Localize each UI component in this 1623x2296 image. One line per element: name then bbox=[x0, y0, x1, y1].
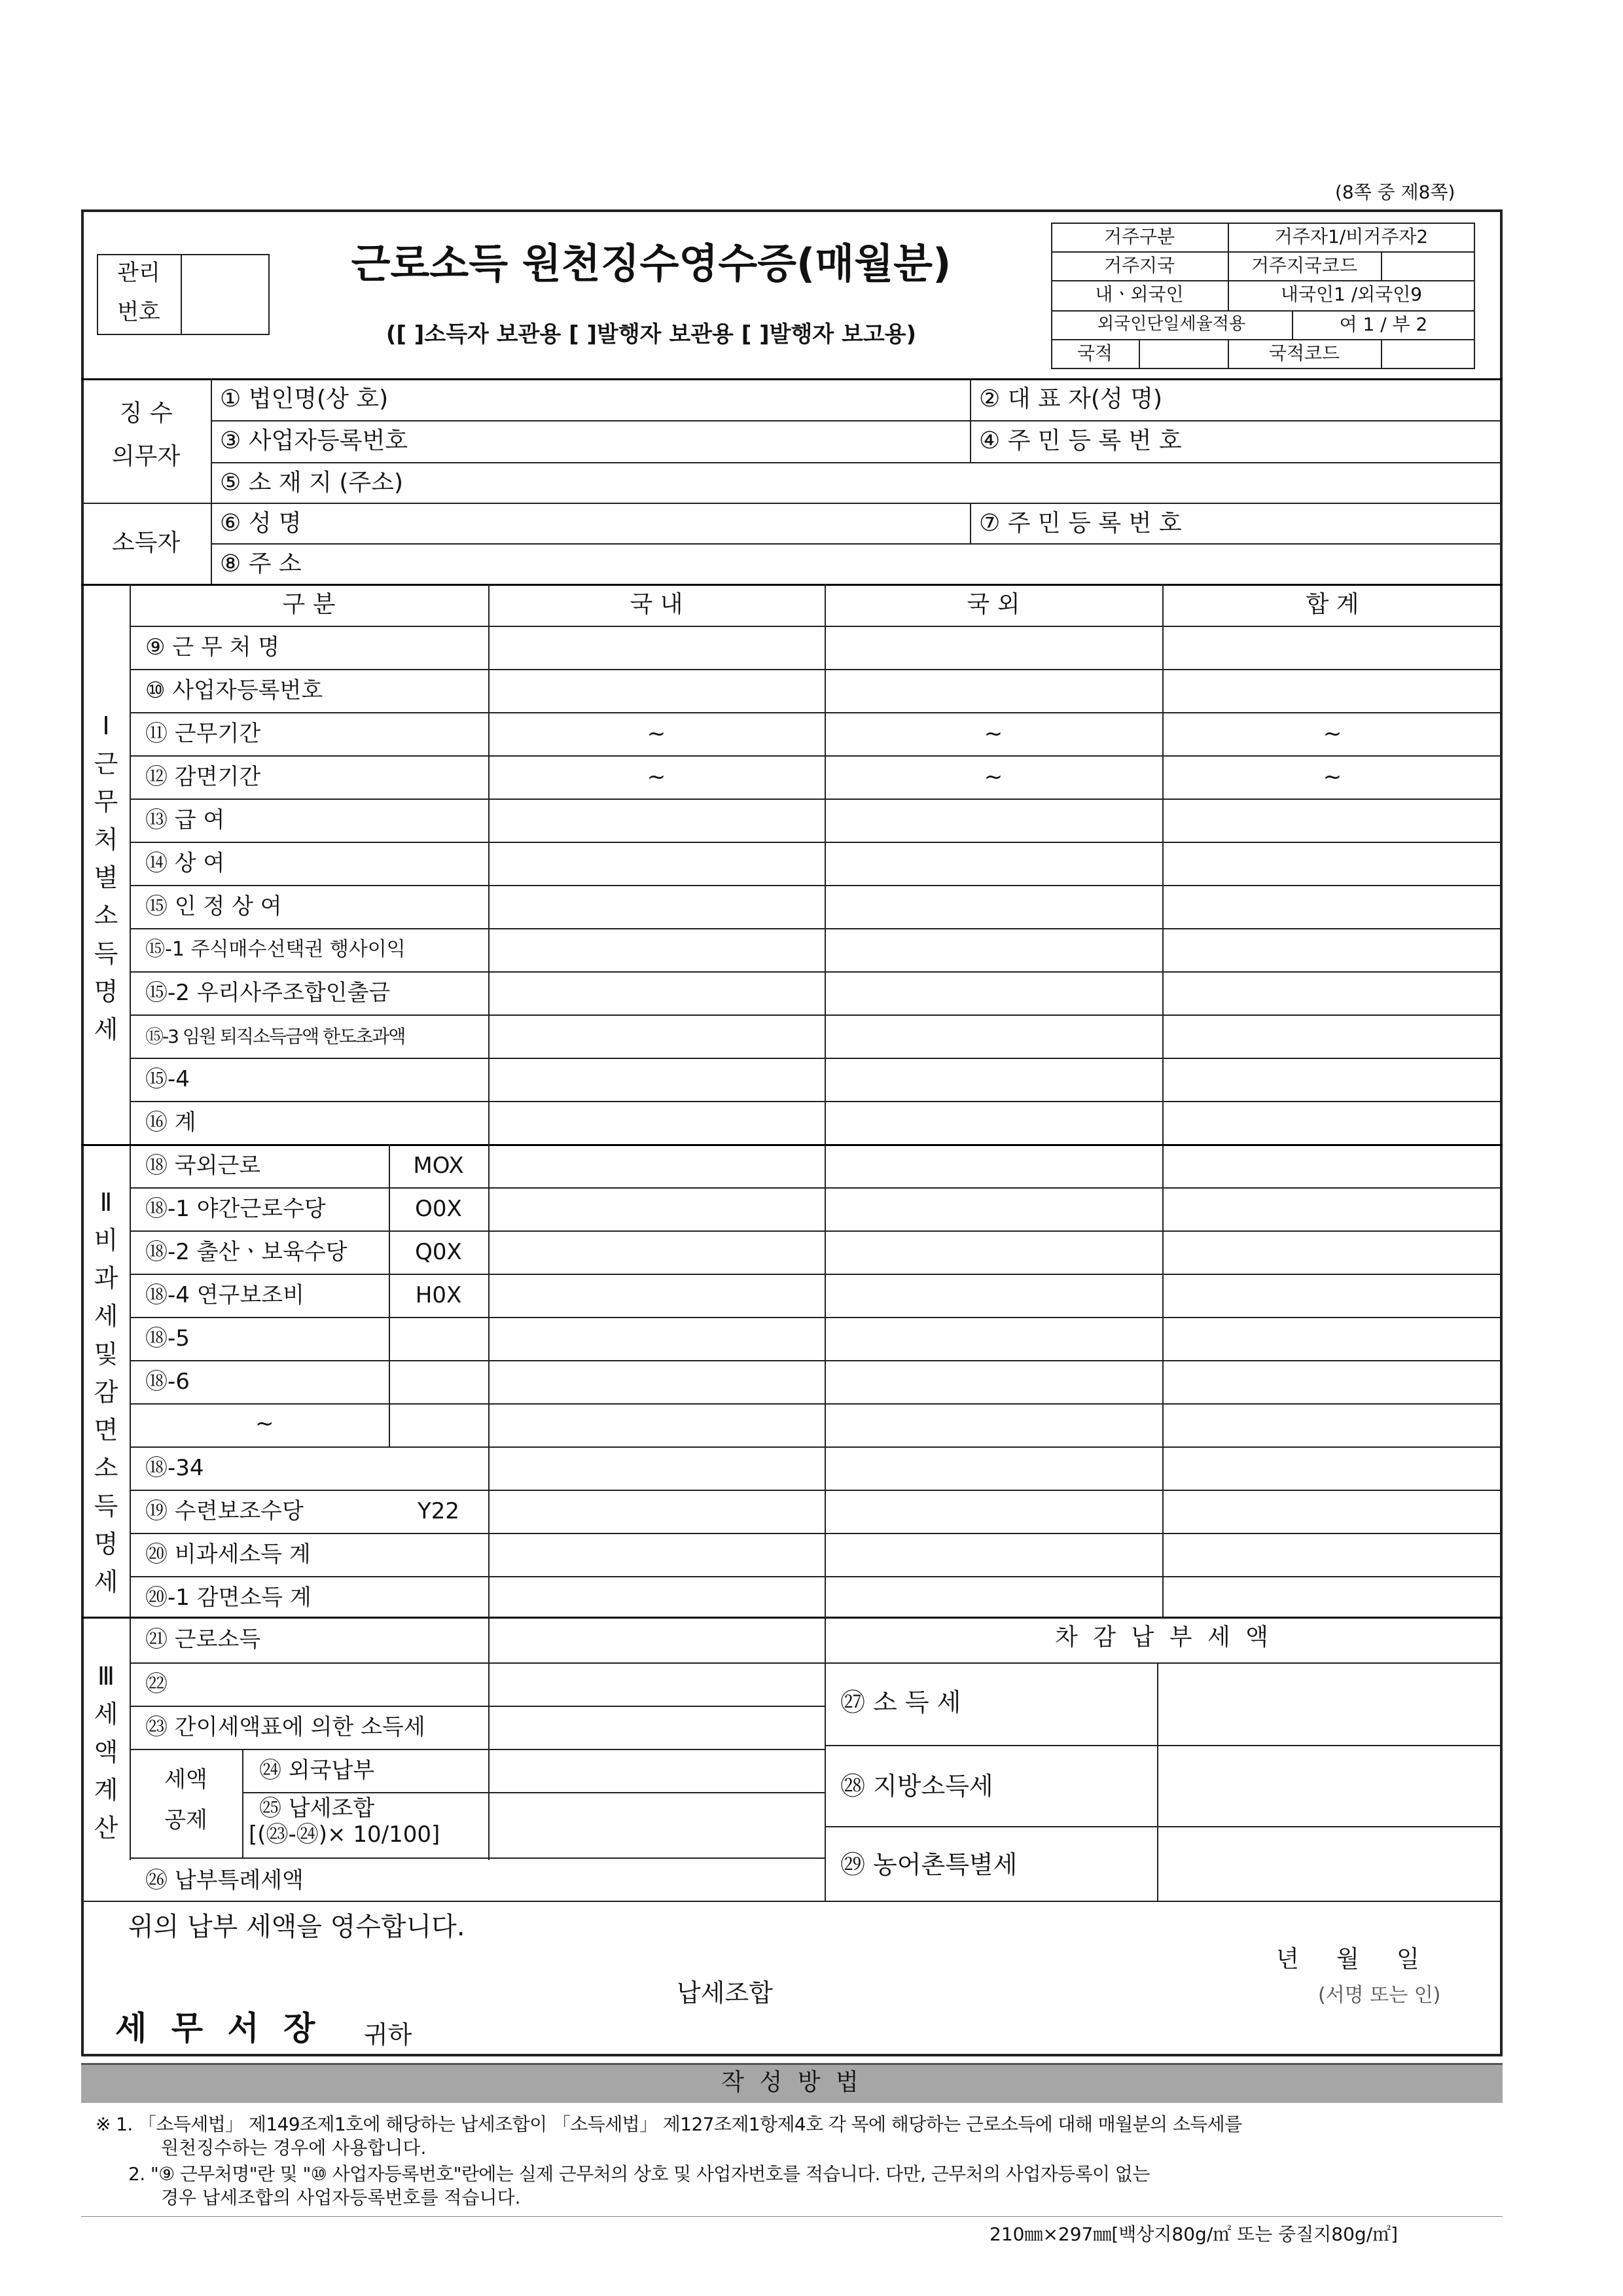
col-domestic: 국 내 bbox=[630, 591, 683, 618]
withholding-label-2: 의무자 bbox=[111, 443, 181, 470]
row-local-tax: ㉘ 지방소득세 bbox=[840, 1772, 993, 1801]
field-business-number: ③ 사업자등록번호 bbox=[220, 427, 408, 454]
code-childcare: Q0X bbox=[415, 1239, 462, 1265]
mgmt-label-2: 번호 bbox=[117, 299, 160, 325]
col-foreign: 국 외 bbox=[967, 591, 1020, 618]
row-tax-union: ㉕ 납세조합 bbox=[259, 1795, 375, 1821]
code-training-aid: Y22 bbox=[417, 1498, 460, 1524]
field-earner-name: ⑥ 성 명 bbox=[220, 510, 302, 537]
flat-rate-label: 외국인단일세율적용 bbox=[1097, 314, 1246, 334]
field-earner-resident-number: ⑦ 주 민 등 록 번 호 bbox=[979, 510, 1182, 537]
row-night-work: ⑱-1 야간근로수당 bbox=[145, 1196, 326, 1222]
row-15-4: ⑮-4 bbox=[145, 1066, 190, 1092]
row-workplace-name: ⑨ 근 무 처 명 bbox=[145, 634, 280, 660]
residence-label: 거주구분 bbox=[1103, 226, 1175, 247]
receipt-date: 년 월 일 bbox=[1276, 1946, 1419, 1973]
tilde-work-domestic: ~ bbox=[647, 721, 666, 747]
residence-country-code-label: 거주지국코드 bbox=[1251, 255, 1358, 276]
page-subtitle: ([ ]소득자 보관용 [ ]발행자 보관용 [ ]발행자 보고용) bbox=[385, 321, 917, 348]
residence-country-label: 거주지국 bbox=[1103, 255, 1175, 276]
page-title: 근로소득 원천징수영수증(매월분) bbox=[351, 240, 952, 287]
tilde-work-total: ~ bbox=[1323, 721, 1342, 747]
row-training-aid: ⑲ 수련보조수당 bbox=[145, 1498, 304, 1524]
row-foreign-payment: ㉔ 외국납부 bbox=[259, 1757, 375, 1784]
paper-spec: 210㎜×297㎜[백상지80g/㎡ 또는 중질지80g/㎡] bbox=[990, 2223, 1399, 2245]
field-resident-number: ④ 주 민 등 록 번 호 bbox=[979, 427, 1182, 454]
row-research-aid: ⑱-4 연구보조비 bbox=[145, 1282, 304, 1308]
page-indicator: (8쪽 중 제8쪽) bbox=[1335, 181, 1455, 203]
code-night-work: O0X bbox=[415, 1196, 462, 1222]
row-tax-union-formula: [(㉓-㉔)× 10/100] bbox=[249, 1821, 440, 1848]
row-18-5: ⑱-5 bbox=[145, 1325, 190, 1352]
row-deemed-bonus: ⑮ 인 정 상 여 bbox=[145, 893, 282, 920]
nationality-label: 국적 bbox=[1077, 342, 1113, 364]
tilde-reduction-total: ~ bbox=[1323, 764, 1342, 790]
field-representative: ② 대 표 자(성 명) bbox=[979, 386, 1163, 412]
row-tilde: ~ bbox=[255, 1410, 274, 1437]
row-salary: ⑬ 급 여 bbox=[145, 807, 225, 833]
deduction-label-2: 공제 bbox=[164, 1807, 207, 1833]
row-bonus: ⑭ 상 여 bbox=[145, 850, 225, 876]
row-childcare: ⑱-2 출산ㆍ보육수당 bbox=[145, 1239, 348, 1265]
row-nontaxable-total: ⑳ 비과세소득 계 bbox=[145, 1541, 311, 1568]
field-corporate-name: ① 법인명(상 호) bbox=[220, 386, 389, 412]
section2-label: Ⅱ비과세및감면소득명세 bbox=[94, 1188, 118, 1596]
field-earner-address: ⑧ 주 소 bbox=[220, 550, 302, 577]
note-2-a: 2. "⑨ 근무처명"란 및 "⑩ 사업자등록번호"란에는 실제 근무처의 상호 및 사업자번호를 적습니다. 다만, 근무처의 사업자등록이 없는 bbox=[128, 2163, 1150, 2185]
honorific: 귀하 bbox=[364, 2020, 412, 2049]
note-2-b: 경우 납세조합의 사업자등록번호를 적습니다. bbox=[161, 2187, 521, 2208]
row-reduced-total: ⑳-1 감면소득 계 bbox=[145, 1585, 312, 1611]
section1-label: Ⅰ근무처별소득명세 bbox=[94, 711, 118, 1044]
nationality-type-label: 내ㆍ외국인 bbox=[1095, 283, 1184, 305]
receipt-union: 납세조합 bbox=[677, 1979, 773, 2007]
code-research-aid: H0X bbox=[415, 1282, 462, 1308]
note-1-a: ※ 1. 「소득세법」 제149조제1호에 해당하는 납세조합이 「소득세법」 제127조제1항제4호 각 목에 해당하는 근로소득에 대해 매월분의 소득세를 bbox=[96, 2113, 1242, 2135]
nationality-code-label: 국적코드 bbox=[1268, 342, 1340, 364]
row-overseas-work: ⑱ 국외근로 bbox=[145, 1153, 261, 1179]
row-22: ㉒ bbox=[145, 1671, 168, 1697]
col-total: 합 계 bbox=[1306, 591, 1359, 618]
row-earned-income: ㉑ 근로소득 bbox=[145, 1626, 261, 1653]
row-rural-tax: ㉙ 농어촌특별세 bbox=[840, 1850, 1018, 1879]
residence-value: 거주자1/비거주자2 bbox=[1274, 226, 1429, 247]
tilde-work-foreign: ~ bbox=[984, 721, 1003, 747]
receipt-statement: 위의 납부 세액을 영수합니다. bbox=[128, 1912, 465, 1942]
section3-label: Ⅲ세액계산 bbox=[94, 1662, 118, 1842]
row-income-tax: ㉗ 소 득 세 bbox=[840, 1688, 961, 1717]
tilde-reduction-foreign: ~ bbox=[984, 764, 1003, 790]
row-reduction-period: ⑫ 감면기간 bbox=[145, 764, 261, 790]
row-special-tax: ㉖ 납부특례세액 bbox=[145, 1867, 304, 1893]
flat-rate-value: 여 1 / 부 2 bbox=[1339, 314, 1428, 335]
row-total: ⑯ 계 bbox=[145, 1109, 196, 1136]
deduction-label-1: 세액 bbox=[164, 1767, 207, 1793]
row-esop-withdrawal: ⑮-2 우리사주조합인출금 bbox=[145, 980, 391, 1006]
note-1-b: 원천징수하는 경우에 사용합니다. bbox=[161, 2137, 427, 2159]
row-work-period: ⑪ 근무기간 bbox=[145, 721, 261, 747]
mgmt-label-1: 관리 bbox=[117, 260, 160, 286]
field-location: ⑤ 소 재 지 (주소) bbox=[220, 469, 404, 496]
payment-header: 차 감 납 부 세 액 bbox=[1055, 1624, 1272, 1651]
nationality-type-value: 내국인1 /외국인9 bbox=[1280, 283, 1423, 305]
row-18-34: ⑱-34 bbox=[145, 1455, 204, 1481]
row-18-6: ⑱-6 bbox=[145, 1369, 190, 1395]
earner-label: 소득자 bbox=[111, 529, 181, 556]
withholding-label-1: 징 수 bbox=[119, 400, 173, 427]
row-executive-retirement: ⑮-3 임원 퇴직소득금액 한도초과액 bbox=[145, 1026, 405, 1047]
addressee: 세 무 서 장 bbox=[115, 2009, 322, 2047]
receipt-sign: (서명 또는 인) bbox=[1318, 1984, 1441, 2007]
instructions-header: 작 성 방 법 bbox=[721, 2069, 863, 2096]
code-overseas-work: MOX bbox=[413, 1153, 464, 1179]
row-stock-option: ⑮-1 주식매수선택권 행사이익 bbox=[145, 938, 406, 961]
col-gubun: 구 분 bbox=[282, 591, 336, 618]
tilde-reduction-domestic: ~ bbox=[647, 764, 666, 790]
row-simplified-tax: ㉓ 간이세액표에 의한 소득세 bbox=[145, 1714, 425, 1740]
row-business-number: ⑩ 사업자등록번호 bbox=[145, 677, 323, 704]
